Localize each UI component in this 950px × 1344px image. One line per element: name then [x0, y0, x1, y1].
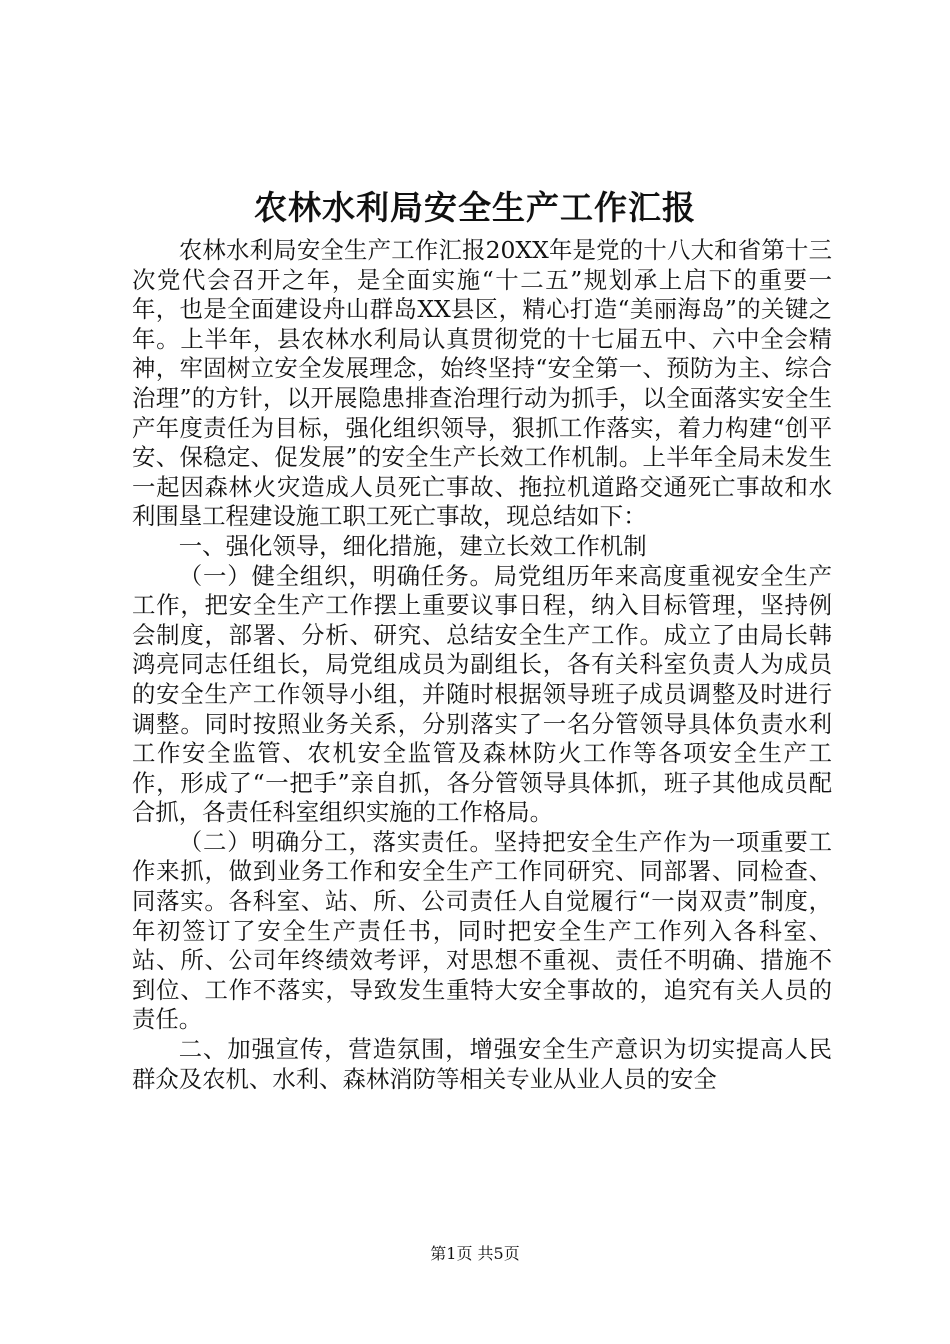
paragraph-1-2: （二）明确分工，落实责任。坚持把安全生产作为一项重要工作来抓，做到业务工作和安全生产工作同研究、同部署、同检查、同落实。各科室、站、所、公司责任人自觉履行“一岗双责”制度，年初签订了安全生产责任书，同时把安全生产工作列入各科室、站、所、公司年终绩效考评，对思想不重视、责任不明确、措施不到位、工作不落实，导致发生重特大安全事故的，追究有关人员的责任。 [132, 827, 832, 1034]
document-body [132, 236, 832, 1094]
document-title: 农林水利局安全生产工作汇报 [254, 188, 696, 227]
paragraph-1-1: （一）健全组织，明确任务。局党组历年来高度重视安全生产工作，把安全生产工作摆上重要议事日程，纳入目标管理，坚持例会制度，部署、分析、研究、总结安全生产工作。成立了由局长韩鸿亮同志任组长，局党组成员为副组长，各有关科室负责人为成员的安全生产工作领导小组，并随时根据领导班子成员调整及时进行调整。同时按照业务关系，分别落实了一名分管领导具体负责水利工作安全监管、农机安全监管及森林防火工作等各项安全生产工作，形成了“一把手”亲自抓，各分管领导具体抓，班子其他成员配合抓，各责任科室组织实施的工作格局。 [132, 561, 832, 827]
paragraph-intro: 农林水利局安全生产工作汇报20XX年是党的十八大和省第十三次党代会召开之年，是全面实施“十二五”规划承上启下的重要一年，也是全面建设舟山群岛XX县区，精心打造“美丽海岛”的关键之年。上半年，县农林水利局认真贯彻党的十七届五中、六中全会精神，牢固树立安全发展理念，始终坚持“安全第一、预防为主、综合治理”的方针，以开展隐患排查治理行动为抓手，以全面落实安全生产年度责任为目标，强化组织领导，狠抓工作落实，着力构建“创平安、保稳定、促发展”的安全生产长效工作机制。上半年全局未发生一起因森林火灾造成人员死亡事故、拖拉机道路交通死亡事故和水利围垦工程建设施工职工死亡事故，现总结如下： [132, 236, 832, 531]
section-heading-2: 二、加强宣传，营造氛围，增强安全生产意识为切实提高人民群众及农机、水利、森林消防等相关专业从业人员的安全 [132, 1035, 832, 1093]
page-number-footer: 第1页 共5页 [430, 1244, 520, 1263]
section-heading-1: 一、强化领导，细化措施，建立长效工作机制 [178, 531, 647, 560]
